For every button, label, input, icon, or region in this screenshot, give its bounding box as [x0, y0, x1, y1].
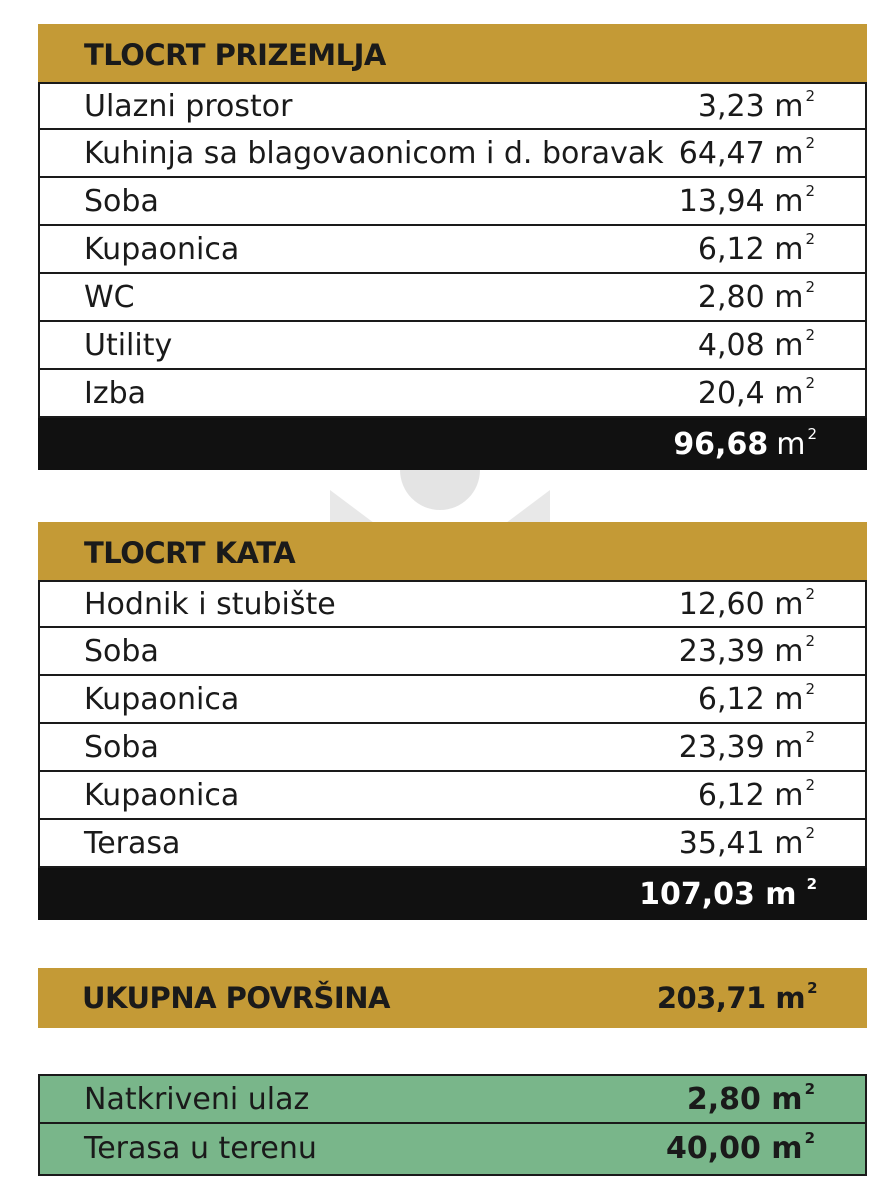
table-row	[38, 772, 867, 820]
room-name: Kupaonica	[84, 681, 240, 717]
table-row	[38, 580, 867, 628]
room-name: Utility	[84, 327, 173, 363]
extra-area: 40,00 m $^2$	[665, 1128, 815, 1166]
room-area: 64,47 m $^2$	[678, 133, 815, 171]
ground-floor-table	[38, 24, 867, 470]
upper-floor-title: TLOCRT KATA	[38, 522, 867, 580]
ground-floor-total: 96,68 m $^2$	[38, 418, 867, 470]
ground-floor-title: TLOCRT PRIZEMLJA	[38, 24, 867, 82]
extra-row	[40, 1076, 865, 1124]
table-row	[38, 274, 867, 322]
room-name: Izba	[84, 375, 147, 411]
room-area: 3,23 m $^2$	[697, 86, 815, 124]
room-area: 23,39 m $^2$	[678, 631, 815, 669]
upper-floor-total: 107,03 m $^2$	[38, 868, 867, 920]
extra-name: Natkriveni ulaz	[84, 1081, 310, 1117]
room-name: Soba	[84, 633, 159, 669]
table-row	[38, 130, 867, 178]
table-row	[38, 178, 867, 226]
room-name: Terasa	[84, 825, 181, 861]
room-area: 20,4 m $^2$	[697, 373, 815, 411]
table-row	[38, 724, 867, 772]
room-name: Kuhinja sa blagovaonicom i d. boravak	[84, 135, 664, 171]
extra-area: 2,80 m $^2$	[686, 1079, 815, 1117]
room-name: Kupaonica	[84, 777, 240, 813]
room-area: 13,94 m $^2$	[678, 181, 815, 219]
table-row	[38, 820, 867, 868]
table-row	[38, 322, 867, 370]
room-area: 6,12 m $^2$	[697, 775, 815, 813]
total-area-bar	[38, 968, 867, 1028]
room-name: Ulazni prostor	[84, 88, 293, 124]
room-area: 2,80 m $^2$	[697, 277, 815, 315]
table-row	[38, 82, 867, 130]
room-area: 6,12 m $^2$	[697, 679, 815, 717]
room-area: 35,41 m $^2$	[678, 823, 815, 861]
extra-name: Terasa u terenu	[84, 1130, 317, 1166]
extra-row	[40, 1124, 865, 1172]
total-area-label: UKUPNA POVRŠINA	[82, 981, 390, 1015]
room-name: Soba	[84, 729, 159, 765]
room-name: Kupaonica	[84, 231, 240, 267]
room-name: Soba	[84, 183, 159, 219]
upper-floor-table	[38, 522, 867, 920]
room-name: Hodnik i stubište	[84, 586, 336, 622]
table-row	[38, 676, 867, 724]
room-area: 4,08 m $^2$	[697, 325, 815, 363]
table-row	[38, 370, 867, 418]
extras-table	[38, 1074, 867, 1176]
total-area-value: 203,71 m $^2$	[656, 979, 817, 1015]
room-name: WC	[84, 279, 135, 315]
room-area: 12,60 m $^2$	[678, 584, 815, 622]
table-row	[38, 628, 867, 676]
table-row	[38, 226, 867, 274]
room-area: 23,39 m $^2$	[678, 727, 815, 765]
room-area: 6,12 m $^2$	[697, 229, 815, 267]
